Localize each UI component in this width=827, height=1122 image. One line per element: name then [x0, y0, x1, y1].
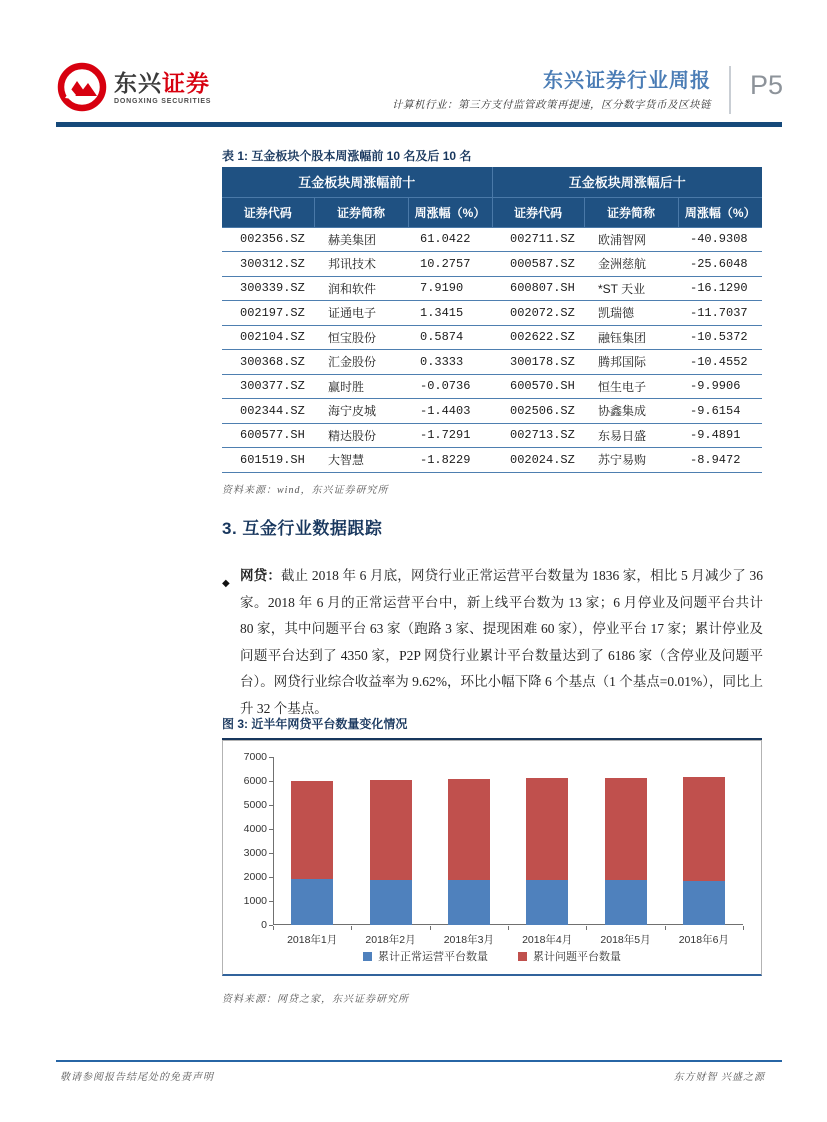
- stock-code: 300377.SZ: [222, 374, 314, 399]
- x-tick-mark: [586, 926, 587, 930]
- y-tick-mark: [269, 853, 273, 854]
- bar-segment-normal: [605, 880, 647, 925]
- stock-name: 凯瑞德: [584, 301, 678, 326]
- stock-code: 002024.SZ: [492, 448, 584, 473]
- logo-name: [114, 70, 211, 96]
- weekly-change: -1.4403: [408, 399, 492, 424]
- header-title-block: [392, 64, 711, 112]
- table-row: [222, 252, 762, 277]
- report-title: 东兴证券行业周报: [543, 70, 711, 92]
- legend-entry: [518, 948, 621, 964]
- bar-stack: [683, 777, 725, 925]
- y-tick-label: 3000: [243, 847, 267, 859]
- weekly-change: -9.9906: [678, 374, 762, 399]
- y-tick-mark: [269, 829, 273, 830]
- x-tick-mark: [743, 926, 744, 930]
- bar-segment-normal: [683, 881, 725, 925]
- x-tick-mark: [430, 926, 431, 930]
- y-tick-label: 5000: [243, 799, 267, 811]
- y-tick-label: 6000: [243, 775, 267, 787]
- bar-segment-problem: [291, 781, 333, 880]
- bar-segment-normal: [448, 880, 490, 925]
- x-tick-mark: [508, 926, 509, 930]
- footer-slogan: 东方财智 兴盛之源: [673, 1072, 765, 1083]
- dongxing-logo: [57, 62, 211, 112]
- bar-segment-problem: [370, 780, 412, 880]
- stock-code: 002356.SZ: [222, 227, 314, 252]
- weekly-change: -40.9308: [678, 227, 762, 252]
- bar-segment-normal: [526, 880, 568, 925]
- weekly-change: -16.1290: [678, 276, 762, 301]
- col-header-name-left: 证券简称: [314, 197, 408, 227]
- weekly-change: -8.9472: [678, 448, 762, 473]
- table-column-header-row: [222, 197, 762, 227]
- stock-name: 协鑫集成: [584, 399, 678, 424]
- col-header-change-left: 周涨幅（%）: [408, 197, 492, 227]
- x-axis-label: 2018年3月: [443, 934, 494, 946]
- weekly-change: -0.0736: [408, 374, 492, 399]
- stock-code: 002506.SZ: [492, 399, 584, 424]
- report-subtitle: 计算机行业：第三方支付监管政策再提速，区分数字货币及区块链: [392, 100, 711, 111]
- weekly-change: 0.3333: [408, 350, 492, 375]
- footer-rule: [56, 1060, 782, 1062]
- bar-segment-problem: [448, 779, 490, 880]
- col-header-code-right: 证券代码: [492, 197, 584, 227]
- dongxing-logo-icon: [57, 62, 107, 112]
- stock-name: 赢时胜: [314, 374, 408, 399]
- bar-segment-problem: [526, 778, 568, 880]
- table-row: [222, 374, 762, 399]
- paragraph-lead: 网贷：: [240, 568, 282, 583]
- table-row: [222, 276, 762, 301]
- legend-label: 累计问题平台数量: [533, 951, 621, 963]
- bar-segment-problem: [683, 777, 725, 881]
- y-tick-mark: [269, 877, 273, 878]
- legend-label: 累计正常运营平台数量: [378, 951, 488, 963]
- bar-segment-normal: [370, 880, 412, 925]
- bar-stack: [526, 778, 568, 925]
- stock-code: 300178.SZ: [492, 350, 584, 375]
- table-row: [222, 301, 762, 326]
- legend-entry: [363, 948, 488, 964]
- stock-code: 002713.SZ: [492, 423, 584, 448]
- bar-stack: [605, 778, 647, 925]
- stock-code: 600577.SH: [222, 423, 314, 448]
- table-row: [222, 325, 762, 350]
- y-tick-label: 7000: [243, 751, 267, 763]
- body-paragraph: [222, 563, 763, 722]
- diamond-bullet-icon: ◆: [222, 578, 230, 589]
- logo-text: [114, 70, 211, 105]
- y-tick-mark: [269, 805, 273, 806]
- table-body: [222, 227, 762, 472]
- y-tick-label: 0: [261, 919, 267, 931]
- table-row: [222, 423, 762, 448]
- stock-code: 601519.SH: [222, 448, 314, 473]
- stock-code: 300339.SZ: [222, 276, 314, 301]
- table-row: [222, 350, 762, 375]
- y-tick-mark: [269, 781, 273, 782]
- table-source: 资料来源：wind，东兴证券研究所: [222, 485, 389, 496]
- bar-stack: [291, 781, 333, 925]
- logo-name-primary: 东兴: [114, 69, 162, 96]
- x-tick-mark: [351, 926, 352, 930]
- stock-code: 002622.SZ: [492, 325, 584, 350]
- stock-code: 002197.SZ: [222, 301, 314, 326]
- y-tick-mark: [269, 901, 273, 902]
- group-header-bottom10: 互金板块周涨幅后十: [492, 167, 762, 197]
- stock-name: 金洲慈航: [584, 252, 678, 277]
- table-row: [222, 448, 762, 473]
- weekly-change: -10.4552: [678, 350, 762, 375]
- weekly-change: -10.5372: [678, 325, 762, 350]
- y-tick-mark: [269, 757, 273, 758]
- stock-name: 欧浦智网: [584, 227, 678, 252]
- table-row: [222, 399, 762, 424]
- stock-code: 300312.SZ: [222, 252, 314, 277]
- chart-area: [222, 740, 762, 976]
- stock-code: 000587.SZ: [492, 252, 584, 277]
- logo-name-accent: 证券: [162, 69, 210, 96]
- table-row: [222, 227, 762, 252]
- y-tick-label: 1000: [243, 895, 267, 907]
- section-title: 3. 互金行业数据跟踪: [222, 519, 383, 538]
- col-header-change-right: 周涨幅（%）: [678, 197, 762, 227]
- weekly-change: -1.8229: [408, 448, 492, 473]
- stock-code: 600570.SH: [492, 374, 584, 399]
- x-axis-label: 2018年2月: [365, 934, 416, 946]
- stock-name: 腾邦国际: [584, 350, 678, 375]
- figure-caption: 图 3: 近半年网贷平台数量变化情况: [222, 715, 762, 740]
- chart-plot-area: [273, 757, 743, 925]
- stock-name: 恒生电子: [584, 374, 678, 399]
- stock-name: 润和软件: [314, 276, 408, 301]
- table-caption: 表 1: 互金板块个股本周涨幅前 10 名及后 10 名: [222, 149, 472, 163]
- header-rule: [56, 122, 782, 127]
- stock-name: 恒宝股份: [314, 325, 408, 350]
- stock-name: 赫美集团: [314, 227, 408, 252]
- stock-code: 002711.SZ: [492, 227, 584, 252]
- logo-subtext: DONGXING SECURITIES: [114, 97, 212, 105]
- stock-name: 汇金股份: [314, 350, 408, 375]
- chart-legend: [223, 948, 761, 964]
- stock-code: 002104.SZ: [222, 325, 314, 350]
- weekly-change: -11.7037: [678, 301, 762, 326]
- legend-swatch-icon: [518, 952, 527, 961]
- bar-stack: [448, 779, 490, 925]
- paragraph-text: 截止 2018 年 6 月底，网贷行业正常运营平台数量为 1836 家，相比 5 月减少了 36 家。2018 年 6 月的正常运营平台中，新上线平台数为 13 家；6 月停业及问题平台共计 80 家，其中问题平台 63 家（跑路 3 家、提现困难 60 家），停业平台 17 家；累计停业及问题平台达到了 4350 家，P2P 网贷行业累计平台数量达到了 6186 家（含停业及问题平台）。网贷行业综合收益率为 9.62%，环比小幅下降 6 个基点（1 个基点=0.01%），同比上升 32 个基点。: [240, 568, 764, 716]
- weekly-change: 1.3415: [408, 301, 492, 326]
- table-group-header-row: [222, 167, 762, 197]
- weekly-change: -9.6154: [678, 399, 762, 424]
- x-axis-label: 2018年4月: [522, 934, 573, 946]
- col-header-name-right: 证券简称: [584, 197, 678, 227]
- x-axis-label: 2018年6月: [678, 934, 729, 946]
- weekly-change: 0.5874: [408, 325, 492, 350]
- stock-name: 融钰集团: [584, 325, 678, 350]
- stock-code: 002344.SZ: [222, 399, 314, 424]
- weekly-change: 10.2757: [408, 252, 492, 277]
- stock-code: 002072.SZ: [492, 301, 584, 326]
- figure-source: 资料来源：网贷之家，东兴证券研究所: [222, 994, 409, 1005]
- bar-segment-problem: [605, 778, 647, 880]
- stock-name: *ST 天业: [584, 276, 678, 301]
- x-axis-label: 2018年5月: [600, 934, 651, 946]
- page-number: P5: [749, 70, 783, 100]
- stock-name: 邦讯技术: [314, 252, 408, 277]
- bar-stack: [370, 780, 412, 925]
- bar-segment-normal: [291, 879, 333, 925]
- stock-name: 大智慧: [314, 448, 408, 473]
- col-header-code-left: 证券代码: [222, 197, 314, 227]
- stock-name: 苏宁易购: [584, 448, 678, 473]
- x-tick-mark: [273, 926, 274, 930]
- legend-swatch-icon: [363, 952, 372, 961]
- x-tick-mark: [665, 926, 666, 930]
- table-head: [222, 167, 762, 227]
- weekly-change: 61.0422: [408, 227, 492, 252]
- weekly-change: -25.6048: [678, 252, 762, 277]
- y-tick-label: 2000: [243, 871, 267, 883]
- x-axis-label: 2018年1月: [287, 934, 338, 946]
- header-separator: [729, 66, 731, 114]
- stock-name: 证通电子: [314, 301, 408, 326]
- footer-disclaimer: 敬请参阅报告结尾处的免责声明: [60, 1072, 214, 1083]
- weekly-change: -1.7291: [408, 423, 492, 448]
- stock-code: 600807.SH: [492, 276, 584, 301]
- weekly-change: 7.9190: [408, 276, 492, 301]
- stock-name: 精达股份: [314, 423, 408, 448]
- group-header-top10: 互金板块周涨幅前十: [222, 167, 492, 197]
- stock-code: 300368.SZ: [222, 350, 314, 375]
- stock-name: 海宁皮城: [314, 399, 408, 424]
- stock-name: 东易日盛: [584, 423, 678, 448]
- stock-table: [222, 167, 762, 473]
- weekly-change: -9.4891: [678, 423, 762, 448]
- y-tick-label: 4000: [243, 823, 267, 835]
